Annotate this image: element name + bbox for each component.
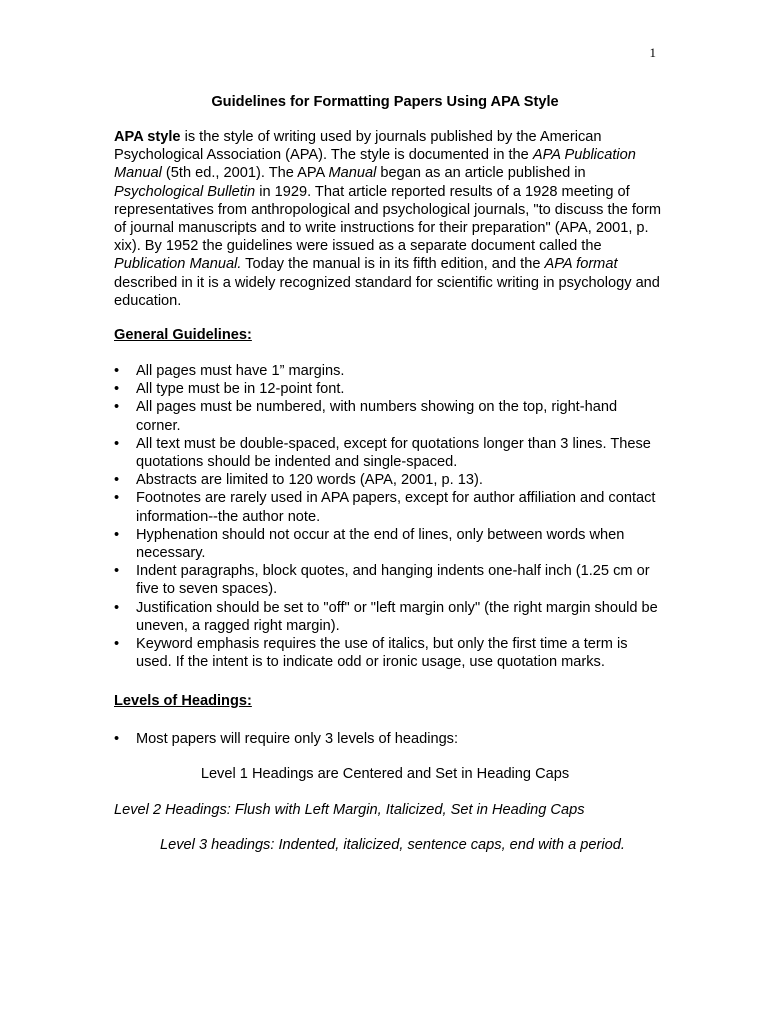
bullet-icon: • xyxy=(114,599,120,616)
document-title: Guidelines for Formatting Papers Using APA Style xyxy=(211,94,559,110)
list-item xyxy=(114,526,662,562)
list-item-text: All pages must be numbered, with numbers showing on the top, right-hand corner. xyxy=(136,399,618,434)
page-number: 1 xyxy=(649,45,656,60)
list-item xyxy=(114,362,662,380)
list-item-text: Footnotes are rarely used in APA papers, except for author affiliation and contact information--the author note. xyxy=(136,490,656,525)
intro-text-5: Today the manual is in its fifth edition, and the xyxy=(241,256,545,273)
intro-italic-5: APA format xyxy=(544,256,618,273)
levels-list xyxy=(114,730,662,748)
bullet-icon: • xyxy=(114,563,120,580)
list-item xyxy=(114,435,662,471)
bullet-icon: • xyxy=(114,399,120,416)
intro-paragraph xyxy=(114,128,662,310)
intro-italic-4: Publication Manual. xyxy=(114,256,242,273)
list-item-text: Abstracts are limited to 120 words (APA, 2001, p. 13). xyxy=(136,472,483,489)
intro-text-6: described in it is a widely recognized standard for scientific writing in psychology and education. xyxy=(114,274,660,309)
bullet-icon: • xyxy=(114,435,120,452)
list-item-text: Hyphenation should not occur at the end of lines, only between words when necessary. xyxy=(136,526,625,562)
list-item-text: Keyword emphasis requires the use of italics, but only the first time a term is used. If the intent is to indicate odd or ironic usage, use quotation marks. xyxy=(136,636,628,671)
intro-italic-3: Psychological Bulletin xyxy=(114,183,256,200)
intro-text-2: (5th ed., 2001). The APA xyxy=(161,165,329,182)
level-2-example: Level 2 Headings: Flush with Left Margin, Italicized, Set in Heading Caps xyxy=(114,802,585,818)
list-item xyxy=(114,489,662,525)
level-3-example: Level 3 headings: Indented, italicized, sentence caps, end with a period. xyxy=(160,837,625,853)
bullet-icon: • xyxy=(114,472,120,489)
level-1-example: Level 1 Headings are Centered and Set in Heading Caps xyxy=(200,766,570,782)
list-item-text: Justification should be set to "off" or "left margin only" (the right margin should be uneven, a ragged right margin). xyxy=(136,599,658,634)
list-item xyxy=(114,471,662,489)
list-item xyxy=(114,635,662,671)
intro-text-4: in 1929. That article reported results of a 1928 meeting of representatives from anthropological and psychological journals, "to discuss the form of journal manuscripts and to write instructions for their preparation" (APA, 2001, p. xix). By 1952 the guidelines were issued as a separate document called the xyxy=(114,183,662,255)
intro-text-3: began as an article published in xyxy=(376,165,586,182)
list-item xyxy=(114,730,662,748)
list-item-text: Indent paragraphs, block quotes, and hanging indents one-half inch (1.25 cm or five to seven spaces). xyxy=(136,563,650,598)
list-item xyxy=(114,380,662,398)
intro-italic-2: Manual xyxy=(328,165,377,182)
list-item xyxy=(114,562,662,598)
bullet-icon: • xyxy=(114,490,120,507)
list-item-text: Most papers will require only 3 levels of headings: xyxy=(136,731,459,747)
bullet-icon: • xyxy=(114,526,120,543)
general-guidelines-heading: General Guidelines: xyxy=(114,327,252,343)
bullet-icon: • xyxy=(114,363,120,379)
list-item xyxy=(114,599,662,635)
bullet-icon: • xyxy=(114,636,120,653)
intro-italic-1: APA Publication Manual xyxy=(114,147,636,182)
general-guidelines-list xyxy=(114,362,662,671)
bullet-icon: • xyxy=(114,731,120,747)
intro-lead-term: APA style xyxy=(114,129,181,145)
list-item-text: All pages must have 1” margins. xyxy=(136,363,345,379)
list-item-text: All type must be in 12-point font. xyxy=(136,381,345,398)
list-item-text: All text must be double-spaced, except for quotations longer than 3 lines. These quotations should be indented and single-spaced. xyxy=(136,435,651,471)
list-item xyxy=(114,398,662,434)
bullet-icon: • xyxy=(114,381,120,398)
intro-text-1: is the style of writing used by journals published by the American Psychological Association (APA). The style is documented in the xyxy=(114,129,602,164)
levels-of-headings-heading: Levels of Headings: xyxy=(114,693,252,709)
